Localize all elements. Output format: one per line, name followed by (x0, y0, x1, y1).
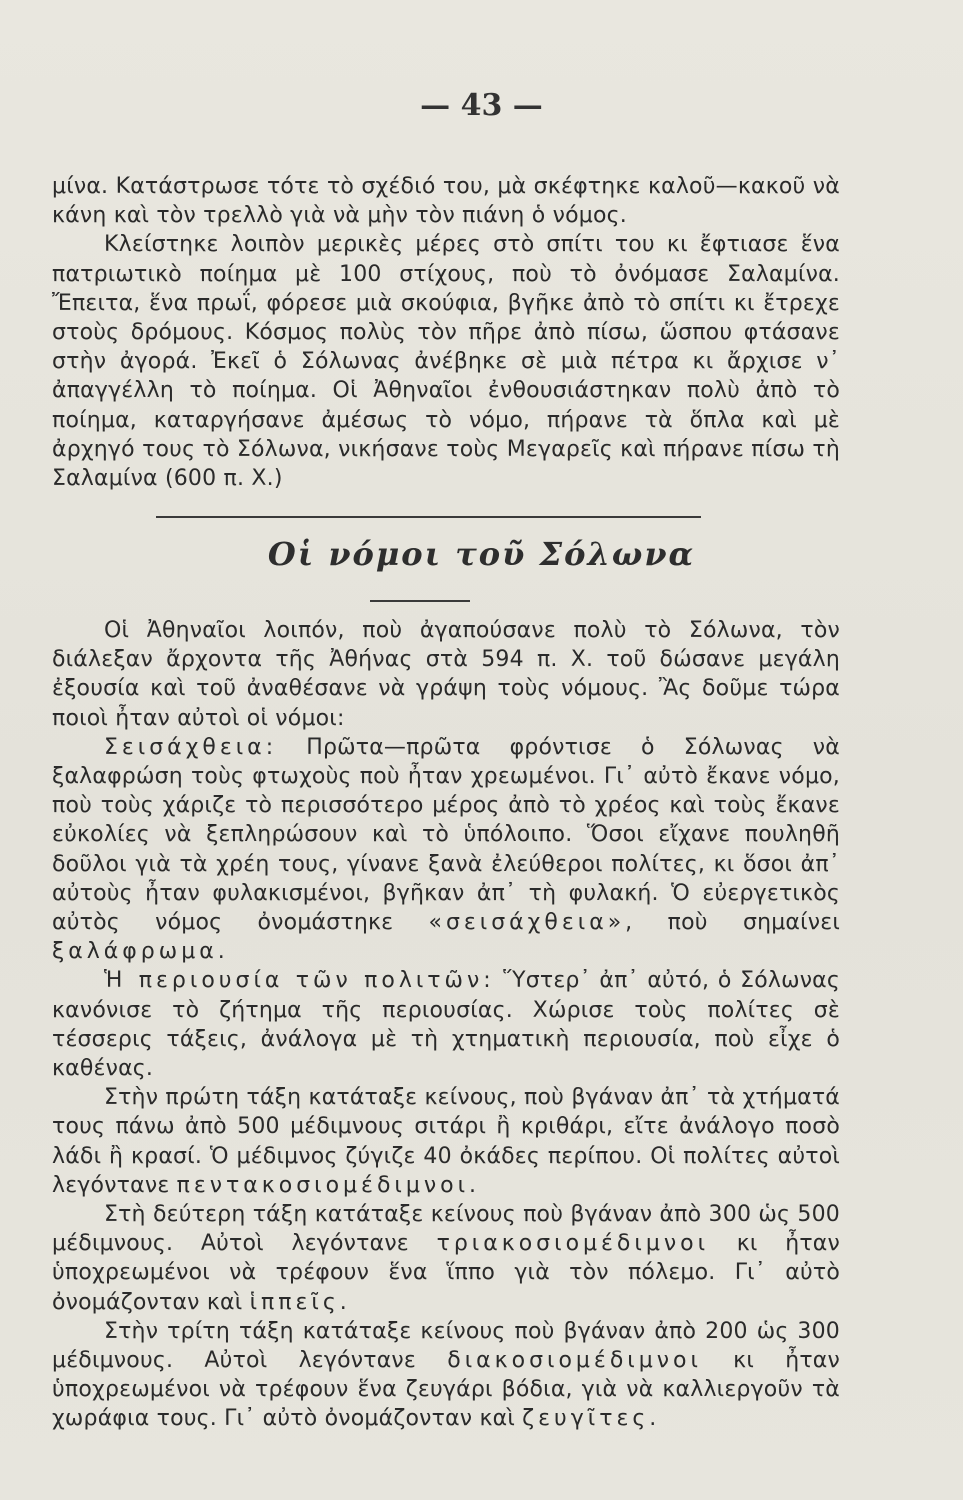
quoted-term: «σεισάχθεια» (428, 910, 626, 936)
body-paragraph (52, 1317, 840, 1434)
term-zeugites: ζευγῖτες. (522, 1406, 661, 1432)
term-diakosiomedimnoi: διακοσιομέδιμνοι (447, 1348, 702, 1374)
section-title: Οἱ νόμοι τοῦ Σόλωνα (267, 535, 696, 573)
paragraph-text: κι ἦταν ὑποχρεωμένοι νὰ τρέφουν ἕνα ἵππο γιὰ τὸν πόλεμο. Γι᾽ αὐτὸ ὀνομάζονταν καὶ (52, 1231, 840, 1315)
paragraph-text: Στὴν τρίτη τάξη κατάταξε κείνους ποὺ βγάναν ἀπὸ 200 ὡς 300 μέδιμνους. Αὐτοὶ λεγόντανε (52, 1318, 840, 1374)
paragraph-text: , ποὺ σημαίνει (625, 910, 840, 936)
paragraph-text: Ὕστερ᾽ ἀπ᾽ αὐτό, ὁ Σόλωνας κανόνισε τὸ ζήτημα τῆς περιουσίας. Χώρισε τοὺς πολίτες σὲ τέσσερις τάξεις, ἀνάλογα μὲ τὴ χτηματικὴ περιουσία, ποὺ εἶχε ὁ καθένας. (52, 968, 841, 1082)
intro-text (52, 172, 840, 493)
term-ippeis: ἱππεῖς. (249, 1289, 351, 1315)
term-triakosiomedimnoi: τριακοσιομέδιμνοι (436, 1231, 710, 1257)
body-paragraph: Οἱ Ἀθηναῖοι λοιπόν, ποὺ ἀγαπούσανε πολὺ τὸ Σόλωνα, τὸν διάλεξαν ἄρχοντα τῆς Ἀθήνας στὰ 594 π. Χ. τοῦ δώσανε μεγάλη ἐξουσία καὶ τοῦ ἀναθέσανε νὰ γράψη τοὺς νόμους. Ἂς δοῦμε τώρα ποιοὶ ἦταν αὐτοὶ οἱ νόμοι: (52, 618, 840, 731)
term-periousia: Ἡ περιουσία τῶν πολιτῶν: (104, 968, 495, 994)
title-underline (370, 600, 470, 602)
paragraph-text: Στὴν πρώτη τάξη κατάταξε κείνους, ποὺ βγάναν ἀπ᾽ τὰ χτήματά τους πάνω ἀπὸ 500 μέδιμνους σιτάρι ἢ κριθάρι, εἴτε ἀνάλογο ποσὸ λάδι ἢ κρασί. Ὁ μέδιμνος ζύγιζε 40 ὀκάδες περίπου. Οἱ πολίτες αὐτοὶ λεγόντανε (52, 1085, 840, 1198)
term-meaning: ξαλάφρωμα. (52, 939, 229, 965)
body-paragraph (52, 1083, 840, 1200)
intro-paragraph: Κλείστηκε λοιπὸν μερικὲς μέρες στὸ σπίτι του κι ἔφτιασε ἕνα πατριωτικὸ ποίημα μὲ 100 στίχους, ποὺ τὸ ὀνόμασε Σαλαμίνα. Ἔπειτα, ἕνα πρωΐ, φόρεσε μιὰ σκούφια, βγῆκε ἀπὸ τὸ σπίτι κι ἔτρεχε στοὺς δρόμους. Κόσμος πολὺς τὸν πῆρε ἀπὸ πίσω, ὥσπου φτάσανε στὴν ἀγορά. Ἐκεῖ ὁ Σόλωνας ἀνέβηκε σὲ μιὰ πέτρα κι ἄρχισε ν᾽ ἀπαγγέλλη τὸ ποίημα. Οἱ Ἀθηναῖοι ἐνθουσιάστηκαν πολὺ ἀπὸ τὸ ποίημα, καταργήσανε ἀμέσως τὸ νόμο, πήρανε τὰ ὅπλα καὶ μὲ ἀρχηγό τους τὸ Σόλωνα, νικήσανε τοὺς Μεγαρεῖς καὶ πήρανε πίσω τὴ Σαλαμίνα (600 π. Χ.) (52, 232, 840, 492)
body-paragraph (52, 966, 840, 1083)
paragraph-text: Πρῶτα—πρῶτα φρόντισε ὁ Σόλωνας νὰ ξαλαφρώση τοὺς φτωχοὺς ποὺ ἦταν χρεωμένοι. Γι᾽ αὐτὸ ἔκανε νόμο, ποὺ τοὺς χάριζε τὸ περισσότερο μέρος ἀπὸ τὸ χρέος καὶ τοὺς ἔκανε εὐκολίες νὰ ξεπληρώσουν καὶ τὸ ὑπόλοιπο. Ὅσοι εἴχανε πουληθῆ δοῦλοι γιὰ τὰ χρέη τους, γίνανε ξανὰ ἐλεύθεροι πολίτες, κι ὅσοι ἀπ᾽ αὐτοὺς ἦταν φυλακισμένοι, βγῆκαν ἀπ᾽ τὴ φυλακή. Ὁ εὐεργετικὸς αὐτὸς νόμος ὀνομάστηκε (52, 734, 840, 936)
term-seisachtheia: Σεισάχθεια: (104, 734, 278, 760)
paragraph-text: Στὴ δεύτερη τάξη κατάταξε κείνους ποὺ βγάναν ἀπὸ 300 ὡς 500 μέδιμνους. Αὐτοὶ λεγόντανε (52, 1202, 840, 1257)
intro-paragraph: μίνα. Κατάστρωσε τότε τὸ σχέδιό του, μὰ σκέφτηκε καλοῦ—κακοῦ νὰ κάνη καὶ τὸν τρελλὸ γιὰ νὰ μὴν τὸν πιάνη ὁ νόμος. (52, 174, 840, 229)
page-number: — 43 — (420, 88, 543, 123)
section-body (52, 616, 840, 1434)
divider-rule (156, 516, 701, 518)
term-pentakosiomedimnoi: πεντακοσιομέδιμνοι. (176, 1172, 481, 1198)
paragraph-text: κι ἦταν ὑποχρεωμένοι νὰ τρέφουν ἕνα ζευγάρι βόδια, γιὰ νὰ καλλιεργοῦν τὰ χωράφια τους. Γι᾽ αὐτὸ ὀνομάζονταν καὶ (52, 1348, 840, 1432)
body-paragraph (52, 733, 840, 967)
body-paragraph (52, 1200, 840, 1317)
